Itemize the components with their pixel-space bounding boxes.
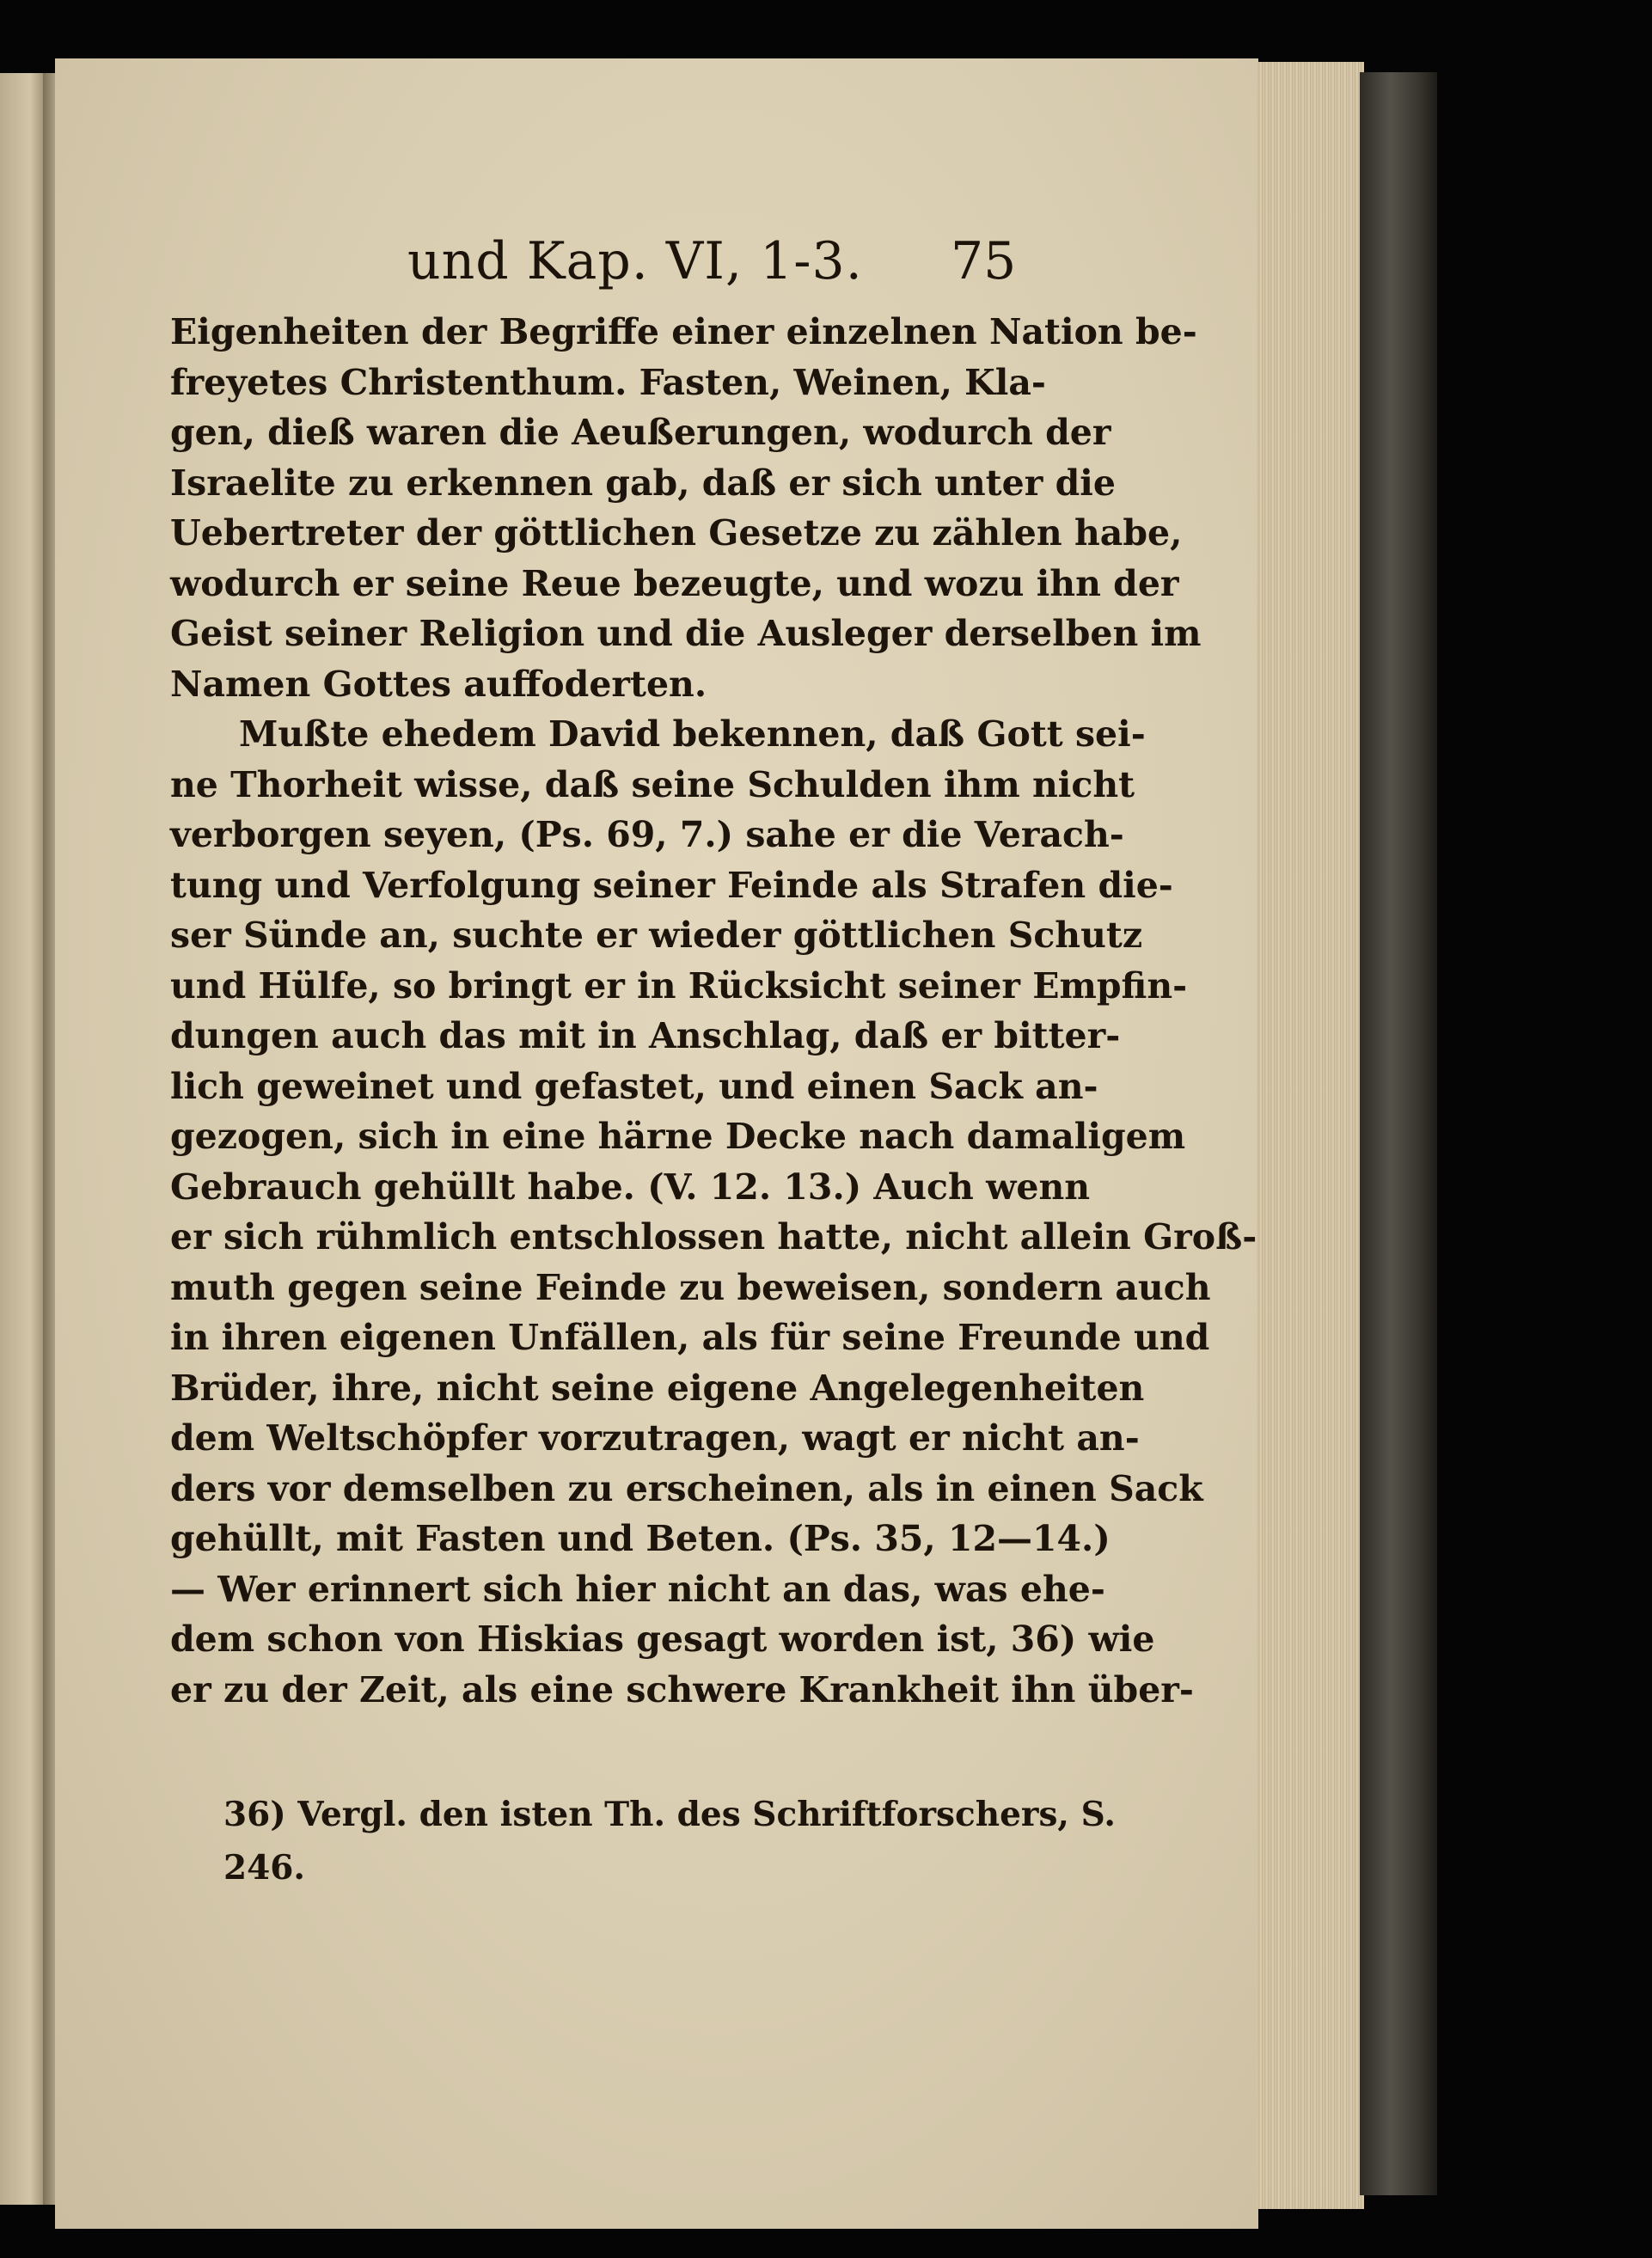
text-line: er sich rühmlich entschlossen hatte, nicht allein Groß- <box>170 1216 1257 1258</box>
text-line: Israelite zu erkennen gab, daß er sich unter die <box>170 462 1116 504</box>
text-line: gen, dieß waren die Aeußerungen, wodurch der <box>170 412 1111 453</box>
page-edges <box>1257 62 1364 2209</box>
text-line: gezogen, sich in eine härne Decke nach damaligem <box>170 1116 1186 1157</box>
text-line: verborgen seyen, (Ps. 69, 7.) sahe er die Verach- <box>170 814 1124 855</box>
text-line: dungen auch das mit in Anschlag, daß er bitter- <box>170 1015 1121 1056</box>
text-line: Brüder, ihre, nicht seine eigene Angelegenheiten <box>170 1367 1145 1409</box>
header-title: und Kap. VI, 1-3. <box>407 231 863 291</box>
text-line: Uebertreter der göttlichen Gesetze zu zählen habe, <box>170 512 1183 554</box>
text-line: muth gegen seine Feinde zu beweisen, sondern auch <box>170 1266 1211 1308</box>
page-number: 75 <box>951 231 1017 291</box>
text-line: — Wer erinnert sich hier nicht an das, was ehe- <box>170 1568 1105 1610</box>
text-line: dem Weltschöpfer vorzutragen, wagt er nicht an- <box>170 1417 1140 1459</box>
text-line: freyetes Christenthum. Fasten, Weinen, Kla- <box>170 361 1046 403</box>
text-line: gehüllt, mit Fasten und Beten. (Ps. 35, 12—14.) <box>170 1518 1111 1559</box>
text-line: lich geweinet und gefastet, und einen Sack an- <box>170 1065 1098 1107</box>
text-line: ne Thorheit wisse, daß seine Schulden ihm nicht <box>170 763 1135 805</box>
text-line: in ihren eigenen Unfällen, als für seine Freunde und <box>170 1317 1210 1358</box>
text-line: tung und Verfolgung seiner Feinde als Strafen die- <box>170 864 1173 906</box>
text-line: Geist seiner Religion und die Ausleger derselben im <box>170 613 1202 654</box>
running-header <box>55 219 1258 297</box>
text-line: ders vor demselben zu erscheinen, als in einen Sack <box>170 1467 1203 1509</box>
footnote-line: 246. <box>223 1848 305 1888</box>
footnote-line: 36) Vergl. den isten Th. des Schriftforschers, S. <box>223 1795 1116 1834</box>
text-line: Namen Gottes auffoderten. <box>170 663 707 705</box>
text-line: wodurch er seine Reue bezeugte, und wozu ihn der <box>170 562 1179 604</box>
text-line: Gebrauch gehüllt habe. (V. 12. 13.) Auch wenn <box>170 1166 1091 1208</box>
footnote <box>223 1788 1116 1894</box>
text-line: dem schon von Hiskias gesagt worden ist, 36) wie <box>170 1619 1155 1660</box>
text-line: Eigenheiten der Begriffe einer einzelnen Nation be- <box>170 311 1197 352</box>
body-text <box>170 307 1257 1715</box>
paragraph-2 <box>170 709 1257 1715</box>
text-line: er zu der Zeit, als eine schwere Krankheit ihn über- <box>170 1668 1194 1710</box>
text-line: Mußte ehedem David bekennen, daß Gott sei- <box>239 713 1146 755</box>
paragraph-1 <box>170 307 1202 709</box>
book-cover-board <box>1360 72 1437 2195</box>
text-line: und Hülfe, so bringt er in Rücksicht seiner Empfin- <box>170 964 1188 1007</box>
text-line: ser Sünde an, suchte er wieder göttlichen Schutz <box>170 915 1143 956</box>
